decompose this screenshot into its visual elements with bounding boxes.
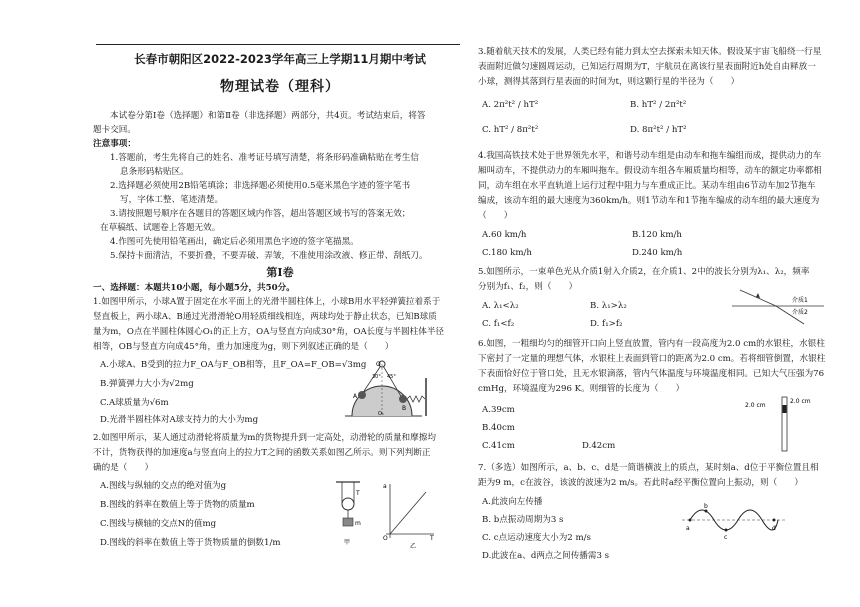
- q7-fig-label: d: [772, 525, 776, 532]
- q1-fig-label: O: [376, 361, 381, 368]
- q7-fig-label: c: [724, 534, 728, 540]
- q3-option-b: B. hT² / 2π²t²: [630, 100, 687, 110]
- q7-figure: [680, 500, 790, 540]
- q2-option-d: D.图线的斜率在数值上等于货物质量的倒数1/m: [100, 538, 281, 548]
- notice-title: 注意事项：: [93, 139, 136, 149]
- q2-fig-label: 乙: [410, 543, 417, 550]
- q5-line: 分别为f₁、f₂，则（ ）: [478, 282, 578, 292]
- q2-fig-label: T: [356, 490, 360, 497]
- q2-fig-label: O: [383, 535, 388, 542]
- notice-line: 在草稿纸、试题卷上答题无效。: [100, 223, 221, 233]
- intro-line-1: 本试卷分第Ⅰ卷（选择题）和第Ⅱ卷（非选择题）两部分，共4页。考试结束后，将答: [110, 111, 426, 121]
- q5-option-c: C. f₁<f₂: [482, 319, 515, 329]
- q6-option-b: B.40cm: [482, 423, 515, 433]
- q2-fig-label: m: [355, 520, 361, 527]
- q2-fig-label: 甲: [344, 539, 351, 546]
- section-title: 第Ⅰ卷: [266, 266, 294, 279]
- notice-line: 1.答题前，考生先将自己的姓名、准考证号填写清楚，将条形码准确粘贴在考生信: [110, 153, 419, 163]
- q4-line: 同，动车组在水平直轨道上运行过程中阻力与车重成正比。某动车组由6节动车加2节拖车: [478, 181, 816, 191]
- notice-line: 2.选择题必须使用2B铅笔填涂；非选择题必须使用0.5毫米黑色字迹的签字笔书: [110, 181, 411, 191]
- q7-option-b: B. b点振动周期为3 s: [482, 515, 564, 525]
- q2-option-c: C.图线与横轴的交点N的值mg: [100, 519, 217, 529]
- q6-option-a: A.39cm: [482, 405, 515, 415]
- q2-line: 不计，货物获得的加速度a与竖直向上的拉力T之间的函数关系如图乙所示。则下列判断正: [93, 448, 431, 458]
- q4-line: （ ）: [478, 211, 513, 221]
- part1-heading: 一、选择题：本题共10小题，每小题5分，共50分。: [93, 283, 295, 293]
- q2-line: 2.如图甲所示，某人通过动滑轮将质量为m的货物提升到一定高处，动滑轮的质量和摩擦均: [93, 433, 436, 443]
- q6-figure: [742, 393, 822, 453]
- q3-line: 小球，测得其落到行星表面的时间为t，则这颗行星的半径为（ ）: [478, 77, 740, 87]
- q4-option-d: D.240 km/h: [632, 248, 683, 258]
- q1-line: 相等，OB与竖直方向成45°角，重力加速度为g，则下列叙述正确的是（ ）: [93, 342, 394, 352]
- q5-option-d: D. f₁>f₂: [590, 319, 623, 329]
- q7-line: 7.（多选）如图所示，a、b、c、d是一简谐横波上的质点，某时刻a、d位于平衡位置且相: [478, 463, 819, 473]
- notice-line: 5.保持卡面清洁，不要折叠，不要弄破、弄皱，不准使用涂改液、修正带、刮纸刀。: [110, 251, 428, 261]
- q1-line: 量为m，O点在半圆柱体圆心O₁的正上方，OA与竖直方向成30°角，OA长度与半圆柱体半径: [93, 327, 445, 337]
- q3-line: 3.随着航天技术的发展，人类已经有能力到太空去探索未知天体。假设某宇宙飞船绕一行星: [478, 47, 822, 57]
- q6-option-d: D.42cm: [582, 441, 616, 451]
- notice-line: 息条形码粘贴区。: [120, 167, 189, 177]
- q7-line: 距为9 m，c在波谷，该波的波速为2 m/s。若此时a经平衡位置向上振动，则（ ）: [478, 478, 803, 488]
- q4-option-c: C.180 km/h: [482, 248, 532, 258]
- q4-option-b: B.120 km/h: [632, 230, 682, 240]
- q6-option-c: C.41cm: [482, 441, 515, 451]
- notice-line: 写，字体工整、笔迹清楚。: [120, 195, 224, 205]
- q6-line: 6.如图，一粗细均匀的细管开口向上竖直放置，管内有一段高度为2.0 cm的水银柱，水银柱: [478, 339, 825, 349]
- q5-line: 5.如图所示，一束单色光从介质1射入介质2，在介质1、2中的波长分别为λ₁、λ₂，频率: [478, 267, 810, 277]
- q5-fig-label: 介质1: [792, 297, 808, 304]
- q1-line: 竖直板上，两小球A、B通过光滑滑轮O用轻质细线相连，两球均处于静止状态，已知B球质: [93, 312, 437, 322]
- q4-line: 厢叫动车，不提供动力的车厢叫拖车。假设动车组各车厢质量均相等，动车的额定功率都相: [478, 166, 822, 176]
- q2-fig-label: T: [430, 535, 434, 542]
- q3-line: 表面附近做匀速圆周运动，已知运行周期为T，宇航员在离该行星表面附近h处自由释放一: [478, 62, 816, 72]
- q2-figure: [330, 478, 440, 550]
- q2-option-a: A.图线与纵轴的交点的绝对值为g: [100, 481, 227, 491]
- q1-option-a: A.小球A、B受到的拉力F_OA与F_OB相等，且F_OA=F_OB=√3mg: [100, 360, 367, 370]
- q3-option-a: A. 2π²t² / hT²: [482, 100, 539, 110]
- q1-fig-label: 45°: [387, 374, 396, 380]
- notice-line: 3.请按照题号顺序在各题目的答题区域内作答，超出答题区域书写的答案无效；: [110, 209, 411, 219]
- q1-fig-label: A: [353, 393, 358, 400]
- q5-option-a: A. λ₁<λ₂: [482, 301, 519, 311]
- q6-line: 下密封了一定量的理想气体，水银柱上表面到管口的距离为2.0 cm。若将细管倒置，水银柱: [478, 354, 826, 364]
- q2-option-b: B.图线的斜率在数值上等于货物的质量m: [100, 500, 255, 510]
- q6-fig-label: 2.0 cm: [790, 398, 811, 405]
- q5-figure: [730, 286, 826, 326]
- q1-fig-label: O₁: [378, 411, 384, 417]
- q6-line: cmHg，环境温度为296 K。则细管的长度为（ ）: [478, 384, 685, 394]
- q7-option-a: A.此波向左传播: [482, 497, 543, 507]
- q1-option-d: D.光滑半圆柱体对A球支持力的大小为mg: [100, 415, 259, 425]
- q1-fig-label: B: [402, 405, 407, 412]
- q6-line: 下表面恰好位于管口处，且无水银滴落，管内气体温度与环境温度相同。已知大气压强为76: [478, 369, 825, 379]
- q4-line: 编成，该动车组的最大速度为360km/h。则1节动车和1节拖车编成的动车组的最大速度为: [478, 196, 820, 206]
- q7-fig-label: b: [704, 503, 708, 510]
- q5-fig-label: 介质2: [792, 309, 808, 316]
- q1-line: 1.如图甲所示，小球A置于固定在水平面上的光滑半圆柱体上，小球B用水平轻弹簧拉着系于: [93, 297, 441, 307]
- q4-line: 4.我国高铁技术处于世界领先水平，和谐号动车组是由动车和拖车编组而成，提供动力的车: [478, 151, 822, 161]
- q1-figure: [340, 358, 435, 420]
- q6-fig-label: 2.0 cm: [745, 402, 766, 409]
- q7-option-c: C. c点运动速度大小为2 m/s: [482, 533, 591, 543]
- header-rule: [96, 44, 460, 45]
- q2-line: 确的是（ ）: [93, 463, 154, 473]
- q7-fig-label: a: [686, 525, 690, 532]
- q3-option-c: C. hT² / 8π²t²: [482, 125, 539, 135]
- q3-option-d: D. 8π²t² / hT²: [630, 125, 687, 135]
- q2-fig-label: a: [383, 483, 387, 490]
- q1-option-b: B.弹簧弹力大小为√2mg: [100, 379, 194, 389]
- q1-fig-label: 30°: [372, 374, 381, 380]
- q7-option-d: D.此波在a、d两点之间传播需3 s: [482, 551, 610, 561]
- exam-subtitle: 物理试卷（理科）: [220, 79, 340, 95]
- q4-option-a: A.60 km/h: [482, 230, 527, 240]
- q5-option-b: B. λ₁>λ₂: [590, 301, 627, 311]
- notice-line: 4.作图可先使用铅笔画出，确定后必须用黑色字迹的签字笔描黑。: [110, 237, 359, 247]
- q1-option-c: C.A球质量为√6m: [100, 398, 169, 408]
- intro-line-2: 题卡交回。: [93, 125, 136, 135]
- exam-title: 长春市朝阳区2022-2023学年高三上学期11月期中考试: [134, 52, 426, 66]
